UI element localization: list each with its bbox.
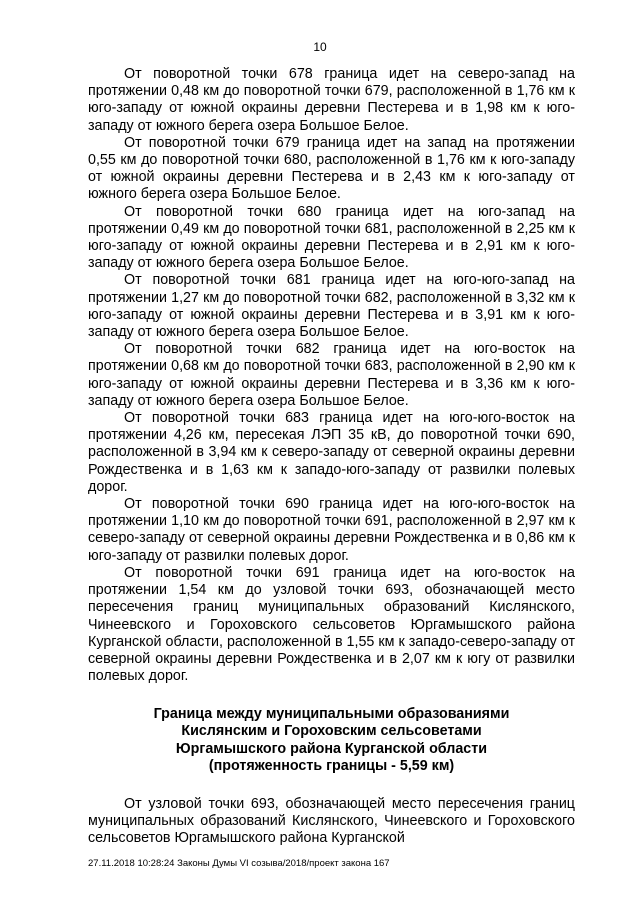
paragraph-693: От узловой точки 693, обозначающей место пересечения границ муниципальных образований Кислянского, Чинеевского и Гороховского сельсоветов Юргамышского района Курганской [88,796,575,847]
paragraph-690: От поворотной точки 690 граница идет на юго-юго-восток на протяжении 1,10 км до поворотной точки 691, расположенной в 2,97 км к северо-западу от северной окраины деревни Рождественка и в 0,86 км к юго-западу от развилки полевых дорог. [88,496,575,564]
page-number: 10 [313,40,327,54]
section-heading [88,706,575,776]
section-body [88,796,575,848]
heading-line-3: Юргамышского района Курганской области [175,740,488,757]
footer-stamp: 27.11.2018 10:28:24 Законы Думы VI созыва/2018/проект закона 167 [88,858,390,869]
boundary-description [88,66,575,685]
paragraph-681: От поворотной точки 681 граница идет на юго-юго-запад на протяжении 1,27 км до поворотной точки 682, расположенной в 3,32 км к юго-западу от южной окраины деревни Пестерева и в 3,91 км к юго-западу от южного берега озера Большое Белое. [88,272,575,341]
paragraph-691: От поворотной точки 691 граница идет на юго-восток на протяжении 1,54 км до узловой точки 693, обозначающей место пересечения границ муниципальных образований Кислянского, Чинеевского и Гороховского сельсоветов Юргамышского района Курганской области, расположенной в 1,55 км к западо-северо-западу от северной окраины деревни Рождественка и в 2,07 км к югу от развилки полевых дорог. [88,564,575,685]
paragraph-680: От поворотной точки 680 граница идет на юго-запад на протяжении 0,49 км до поворотной точки 681, расположенной в 2,25 км к юго-западу от южной окраины деревни Пестерева и в 2,91 км к юго-западу от южного берега озера Большое Белое. [88,203,575,272]
paragraph-682: От поворотной точки 682 граница идет на юго-восток на протяжении 0,68 км до поворотной точки 683, расположенной в 2,90 км к юго-западу от южной окраины деревни Пестерева и в 3,36 км к юго-западу от южного берега озера Большое Белое. [88,341,575,409]
heading-line-4: (протяженность границы - 5,59 км) [208,758,455,775]
heading-line-1: Граница между муниципальными образованиями [153,706,510,722]
heading-line-2: Кислянским и Гороховским сельсоветами [181,723,482,740]
paragraph-683: От поворотной точки 683 граница идет на юго-юго-восток на протяжении 4,26 км, пересекая ЛЭП 35 кВ, до поворотной точки 690, расположенной в 3,94 км к северо-западу от северной окраины деревни Рождественка и в 1,63 км к западо-юго-западу от развилки полевых дорог. [88,410,575,495]
paragraph-679: От поворотной точки 679 граница идет на запад на протяжении 0,55 км до поворотной точки 680, расположенной в 1,76 км к юго-западу от южной окраины деревни Пестерева и в 2,43 км к юго-западу от южного берега озера Большое Белое. [88,134,575,203]
paragraph-678: От поворотной точки 678 граница идет на северо-запад на протяжении 0,48 км до поворотной точки 679, расположенной в 1,76 км к юго-западу от южной окраины деревни Пестерева и в 1,98 км к юго-западу от южного берега озера Большое Белое. [88,66,575,134]
